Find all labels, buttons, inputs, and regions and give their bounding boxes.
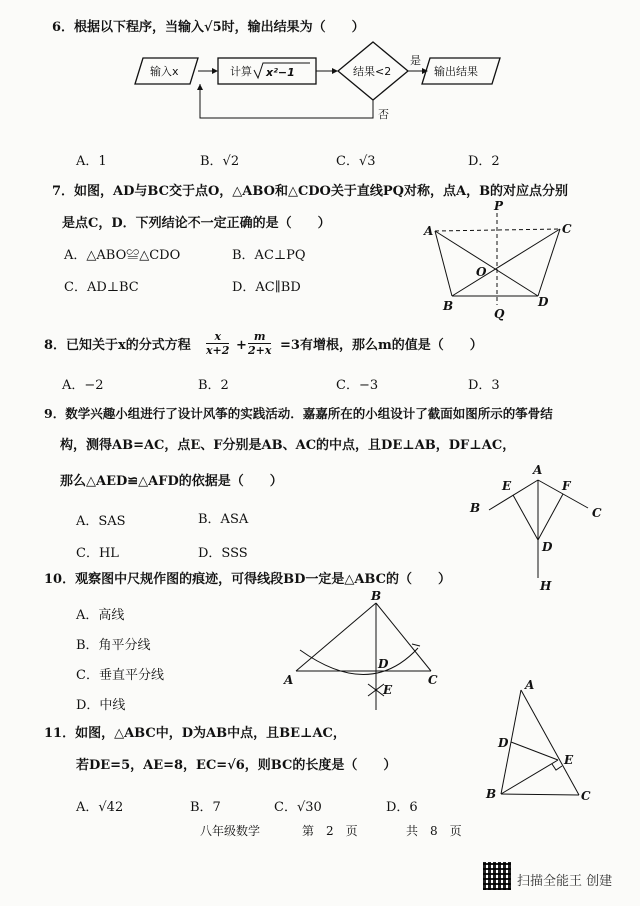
q11-label-c: C [581, 789, 591, 803]
flow-radicand: x²−1 [266, 66, 295, 79]
q8-frac2-num: m [248, 330, 271, 344]
q7-option-d: D．AC∥BD [232, 280, 301, 295]
q6-stem: 6．根据以下程序，当输入√5时，输出结果为（ ） [52, 20, 365, 35]
q11-label-e: E [564, 753, 574, 767]
q9-stem-line3: 那么△AED≌△AFD的依据是（ ） [60, 474, 283, 489]
flow-output-text: 输出结果 [434, 65, 478, 78]
q11-stem-line2: 若DE=5，AE=8，EC=√6，则BC的长度是（ ） [76, 758, 397, 773]
q9-label-d: D [542, 540, 553, 554]
q10-label-d: D [378, 657, 389, 671]
q7-label-p: P [494, 199, 504, 213]
footer-subject: 八年级数学 [200, 824, 261, 838]
q7-option-c: C．AD⊥BC [64, 280, 139, 295]
q9-label-c: C [592, 506, 602, 520]
q9-label-b: B [470, 501, 481, 515]
q7-option-a: A．△ABO≌△CDO [64, 248, 181, 263]
q6-option-c: C．√3 [336, 154, 376, 169]
q8-frac2-den: 2+x [248, 344, 272, 357]
q7-label-o: O [476, 265, 487, 279]
q8-frac1-num: x [206, 330, 229, 344]
flow-yes: 是 [410, 54, 421, 67]
q9-label-f: F [562, 479, 571, 493]
q11-option-c: C．√30 [274, 800, 322, 815]
q9-option-b: B．ASA [198, 512, 249, 527]
q9-option-c: C．HL [76, 546, 119, 561]
q8-plus: + [236, 338, 247, 353]
q9-option-d: D．SSS [198, 546, 248, 561]
q10-option-b: B．角平分线 [76, 638, 151, 653]
q7-label-b: B [443, 299, 454, 313]
q7-option-b: B．AC⊥PQ [232, 248, 306, 263]
q9-option-a: A．SAS [76, 514, 126, 529]
q8-option-a: A．−2 [62, 378, 104, 393]
q7-label-a: A [424, 224, 434, 238]
q9-stem-line2: 构，测得AB=AC，点E、F分别是AB、AC的中点，且DE⊥AB，DF⊥AC， [60, 438, 516, 453]
footer-page: 第 2 页 [302, 824, 358, 838]
q11-label-a: A [525, 678, 535, 692]
q6-option-a: A．1 [76, 154, 107, 169]
q9-stem-line1: 9．数学兴趣小组进行了设计风筝的实践活动．嘉嘉所在的小组设计了截面如图所示的筝骨结 [44, 406, 553, 421]
q8-stem-pre: 8．已知关于x的分式方程 [44, 338, 191, 353]
q11-option-a: A．√42 [76, 800, 124, 815]
q10-option-c: C．垂直平分线 [76, 668, 164, 683]
flow-decision-text: 结果<2 [353, 65, 392, 78]
q7-stem-line2: 是点C，D．下列结论不一定正确的是（ ） [62, 216, 331, 231]
q10-option-a: A．高线 [76, 608, 125, 623]
q11-label-d: D [498, 736, 509, 750]
q11-option-b: B．7 [190, 800, 221, 815]
q7-label-q: Q [494, 307, 505, 321]
q7-stem-line1: 7．如图，AD与BC交于点O，△ABO和△CDO关于直线PQ对称，点A，B的对应点分别 [52, 184, 569, 199]
q10-label-b: B [371, 589, 382, 603]
q9-label-a: A [533, 463, 543, 477]
q8-option-d: D．3 [468, 378, 500, 393]
q8-option-c: C．−3 [336, 378, 379, 393]
q8-option-b: B．2 [198, 378, 229, 393]
q6-option-b: B．√2 [200, 154, 240, 169]
q10-label-e: E [383, 683, 393, 697]
qr-code-icon [483, 862, 511, 890]
q7-label-c: C [562, 222, 572, 236]
q11-label-b: B [486, 787, 497, 801]
q8-stem-post: =3有增根，那么m的值是（ ） [280, 338, 483, 353]
q10-option-d: D．中线 [76, 698, 126, 713]
q11-stem-line1: 11．如图，△ABC中，D为AB中点，且BE⊥AC， [44, 726, 346, 741]
q7-label-d: D [538, 295, 549, 309]
q6-option-d: D．2 [468, 154, 500, 169]
q9-label-h: H [540, 579, 552, 593]
flow-compute-text: 计算 [230, 65, 252, 78]
watermark-text: 扫描全能王 创建 [517, 874, 613, 889]
q10-label-a: A [284, 673, 294, 687]
q10-stem: 10．观察图中尺规作图的痕迹，可得线段BD一定是△ABC的（ ） [44, 572, 452, 587]
flow-no: 否 [378, 108, 389, 121]
q10-label-c: C [428, 673, 438, 687]
q9-label-e: E [502, 479, 512, 493]
q11-option-d: D．6 [386, 800, 418, 815]
q8-frac1-den: x+2 [206, 344, 230, 357]
footer-total: 共 8 页 [406, 824, 462, 838]
flow-input-text: 输入x [150, 65, 179, 78]
